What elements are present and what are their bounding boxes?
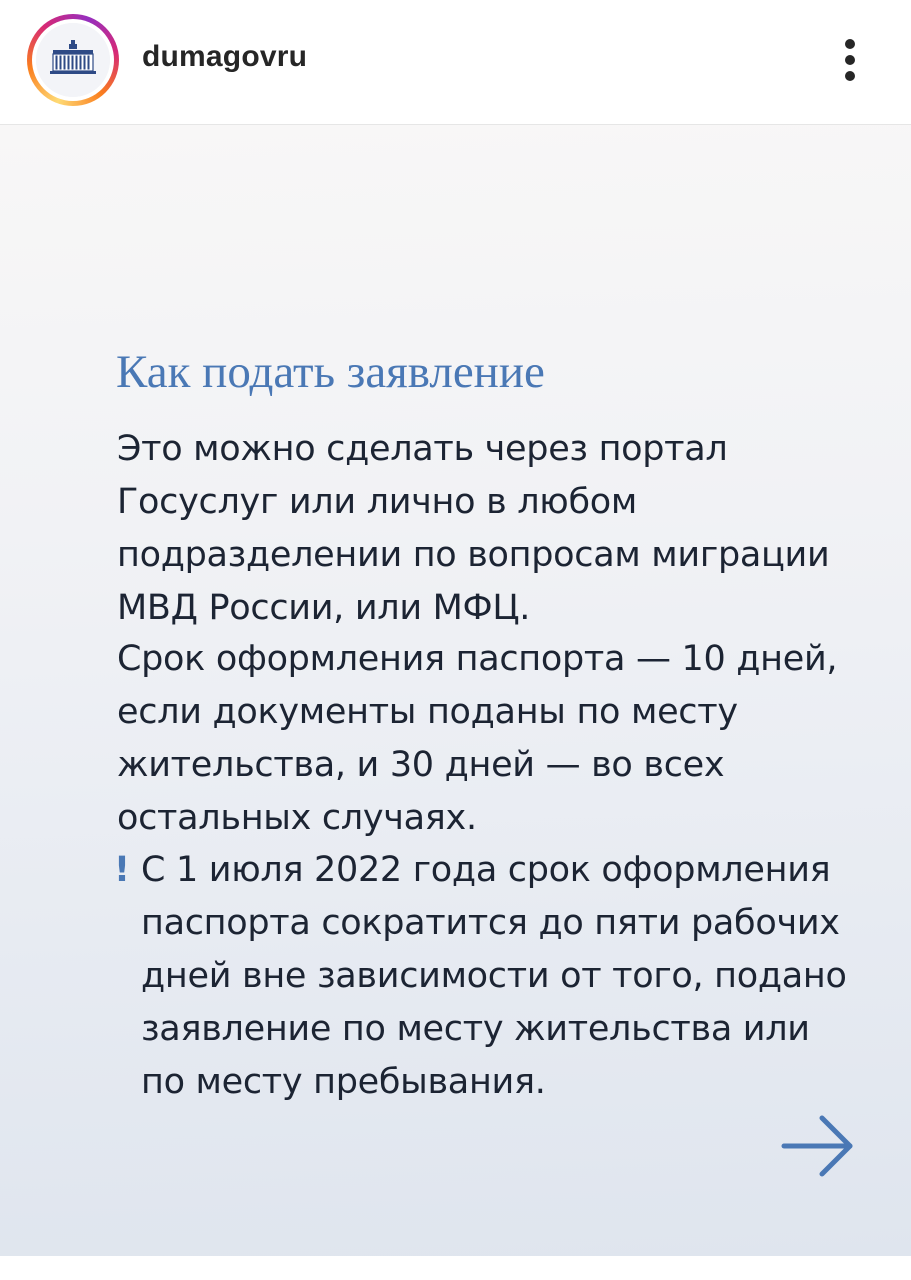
exclamation-icon: ! <box>114 850 130 890</box>
more-vertical-icon-dot <box>845 55 855 65</box>
post-paragraph-processing-time: Срок оформления паспорта — 10 дней, если документы поданы по месту жительства, и 30 дней — во всех остальных случаях. <box>117 639 838 838</box>
post-title: Как подать заявление <box>116 346 545 398</box>
more-options-button[interactable] <box>826 28 876 92</box>
more-vertical-icon-dot <box>845 71 855 81</box>
arrow-right-icon <box>780 1113 856 1179</box>
post-paragraph-how-to-apply: Это можно сделать через портал Госуслуг или лично в любом подразделении по вопросам миграции МВД России, или МФЦ. <box>117 429 830 628</box>
note-text: С 1 июля 2022 года срок оформления паспорта сократится до пяти рабочих дней вне зависимости от того, подано заявление по месту жительства или по месту пребывания. <box>141 850 847 1102</box>
next-slide-button[interactable] <box>780 1113 856 1179</box>
post-image <box>0 125 911 1256</box>
post-footer-edge <box>0 1256 911 1280</box>
profile-avatar[interactable] <box>27 14 119 106</box>
duma-building-logo-icon <box>36 23 110 97</box>
username-link[interactable]: dumagovru <box>142 40 308 73</box>
avatar-border <box>32 19 114 101</box>
more-vertical-icon-dot <box>845 39 855 49</box>
post-header <box>0 0 911 125</box>
